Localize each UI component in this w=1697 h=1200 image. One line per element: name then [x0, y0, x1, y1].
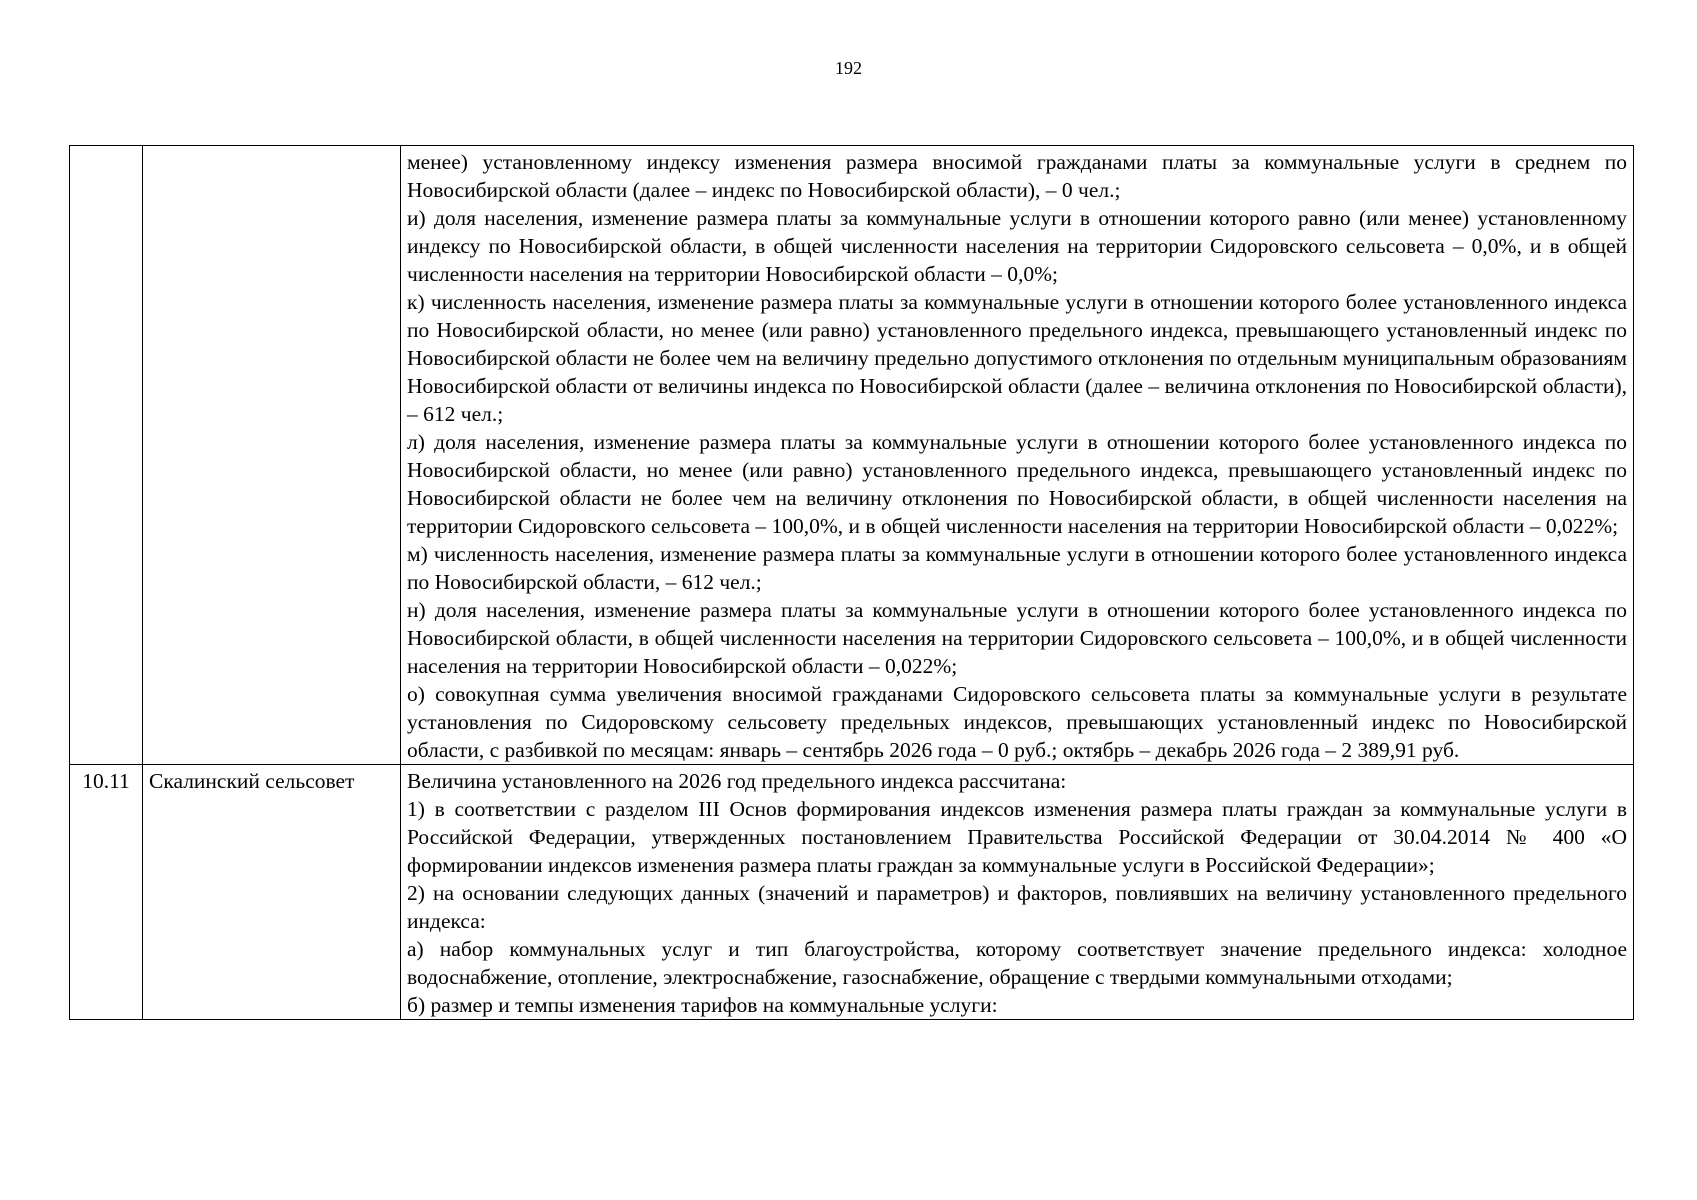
document-table: [69, 145, 1634, 1020]
table-row: [70, 146, 1634, 765]
paragraph: к) численность населения, изменение размера платы за коммунальные услуги в отношении которого более установленного индекса по Новосибирской области, но менее (или равно) установленного предельного индекса, превышающего установленный индекс по Новосибирской области не более чем на величину предельно допустимого отклонения по отдельным муниципальным образованиям Новосибирской области от величины индекса по Новосибирской области (далее – величина отклонения по Новосибирской области), – 612 чел.;: [407, 290, 1627, 426]
page-number: 192: [835, 58, 862, 78]
paragraph: л) доля населения, изменение размера платы за коммунальные услуги в отношении которого более установленного индекса по Новосибирской области, но менее (или равно) установленного предельного индекса, превышающего установленный индекс по Новосибирской области не более чем на величину отклонения по Новосибирской области, в общей численности населения на территории Сидоровского сельсовета – 100,0%, и в общей численности населения на территории Новосибирской области – 0,022%;: [407, 430, 1627, 538]
municipality-name-cell: [143, 146, 401, 765]
paragraph: 1) в соответствии с разделом III Основ формирования индексов изменения размера платы граждан за коммунальные услуги в Российской Федерации, утвержденных постановлением Правительства Российской Федерации от 30.04.2014 № 400 «О формировании индексов изменения размера платы граждан за коммунальные услуги в Российской Федерации»;: [407, 797, 1627, 877]
description-cell: [401, 765, 1634, 1020]
table-row: [70, 765, 1634, 1020]
paragraph: а) набор коммунальных услуг и тип благоустройства, которому соответствует значение предельного индекса: холодное водоснабжение, отопление, электроснабжение, газоснабжение, обращение с твердыми коммунальными отходами;: [407, 937, 1627, 989]
paragraph: б) размер и темпы изменения тарифов на коммунальные услуги:: [407, 993, 998, 1017]
description-cell: [401, 146, 1634, 765]
paragraph: и) доля населения, изменение размера платы за коммунальные услуги в отношении которого равно (или менее) установленному индексу по Новосибирской области, в общей численности населения на территории Сидоровского сельсовета – 0,0%, и в общей численности населения на территории Новосибирской области – 0,0%;: [407, 206, 1627, 286]
row-number-cell: [70, 146, 143, 765]
row-number-cell: 10.11: [70, 765, 143, 1020]
paragraph: м) численность населения, изменение размера платы за коммунальные услуги в отношении которого более установленного индекса по Новосибирской области, – 612 чел.;: [407, 542, 1627, 594]
paragraph: Величина установленного на 2026 год предельного индекса рассчитана:: [407, 769, 1067, 793]
paragraph: 2) на основании следующих данных (значений и параметров) и факторов, повлиявших на величину установленного предельного индекса:: [407, 881, 1627, 933]
paragraph: н) доля населения, изменение размера платы за коммунальные услуги в отношении которого более установленного индекса по Новосибирской области, в общей численности населения на территории Сидоровского сельсовета – 100,0%, и в общей численности населения на территории Новосибирской области – 0,022%;: [407, 598, 1627, 678]
paragraph: менее) установленному индексу изменения размера вносимой гражданами платы за коммунальные услуги в среднем по Новосибирской области (далее – индекс по Новосибирской области), – 0 чел.;: [407, 150, 1627, 202]
paragraph: о) совокупная сумма увеличения вносимой гражданами Сидоровского сельсовета платы за коммунальные услуги в результате установления по Сидоровскому сельсовету предельных индексов, превышающих установленный индекс по Новосибирской области, с разбивкой по месяцам: январь – сентябрь 2026 года – 0 руб.; октябрь – декабрь 2026 года – 2 389,91 руб.: [407, 682, 1627, 762]
municipality-name-cell: Скалинский сельсовет: [143, 765, 401, 1020]
